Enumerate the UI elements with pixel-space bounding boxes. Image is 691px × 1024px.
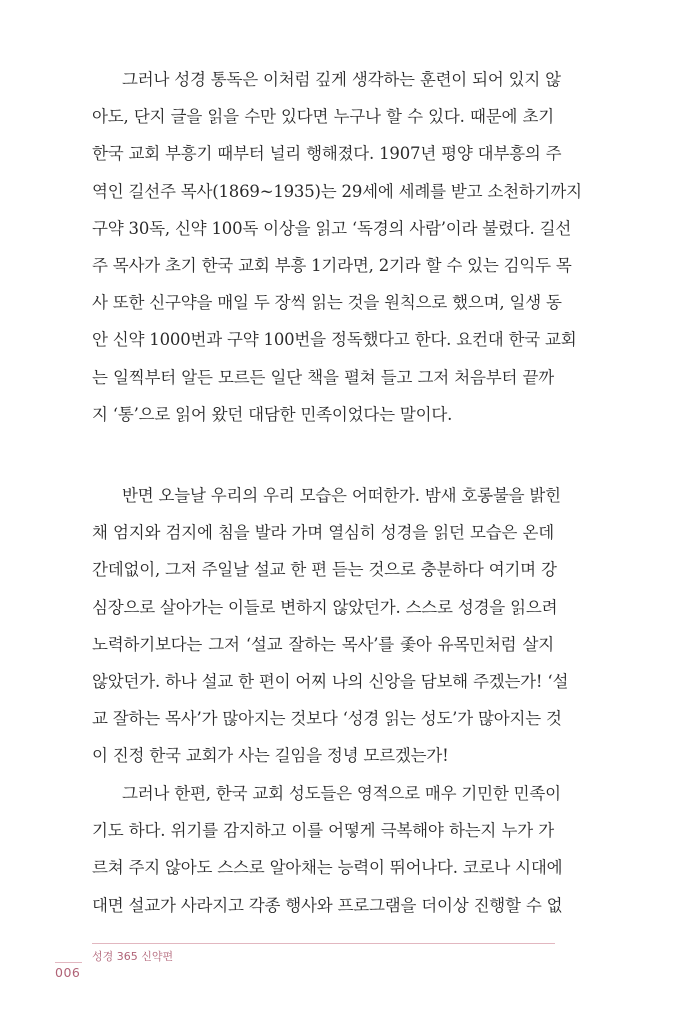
text-line: 한국 교회 부흥기 때부터 널리 행해졌다. 1907년 평양 대부흥의 주 [92,144,562,164]
text-line: 그러나 한편, 한국 교회 성도들은 영적으로 매우 기민한 민족이 [122,784,561,803]
text-line: 그러나 성경 통독은 이처럼 깊게 생각하는 훈련이 되어 있지 않 [122,70,561,89]
text-line: 반면 오늘날 우리의 우리 모습은 어떠한가. 밤새 호롱불을 밝힌 [122,486,561,505]
page-number: 006 [55,965,81,980]
text-line: 않았던가. 하나 설교 한 편이 어찌 나의 신앙을 담보해 주겠는가! ‘설 [92,672,569,691]
text-line: 간데없이, 그저 주일날 설교 한 편 듣는 것으로 충분하다 여기며 강 [92,560,557,580]
text-line: 노력하기보다는 그저 ‘설교 잘하는 목사’를 좇아 유목민처럼 살지 [92,634,554,654]
text-line: 주 목사가 초기 한국 교회 부흥 1기라면, 2기라 할 수 있는 김익두 목 [92,256,572,275]
text-line: 는 일찍부터 알든 모르든 일단 책을 펼쳐 들고 그저 처음부터 끝까 [92,367,554,387]
text-line: 채 엄지와 검지에 침을 발라 가며 열심히 성경을 읽던 모습은 온데 [92,523,554,543]
running-footer-title: 성경 365 신약편 [92,950,174,963]
text-line: 이 진정 한국 교회가 사는 길임을 정녕 모르겠는가! [92,746,449,766]
text-line: 지 ‘통’으로 읽어 왔던 대담한 민족이었다는 말이다. [92,404,453,424]
text-line: 안 신약 1000번과 구약 100번을 정독했다고 한다. 요컨대 한국 교회 [92,330,577,350]
text-line: 대면 설교가 사라지고 각종 행사와 프로그램을 더이상 진행할 수 없 [92,895,563,915]
text-line: 르쳐 주지 않아도 스스로 알아채는 능력이 뛰어나다. 코로나 시대에 [92,858,563,878]
text-line: 사 또한 신구약을 매일 두 장씩 읽는 것을 원칙으로 했으며, 일생 동 [92,293,562,313]
text-line: 구약 30독, 신약 100독 이상을 읽고 ‘독경의 사람’이라 불렸다. 길선 [92,218,572,238]
text-line: 아도, 단지 글을 읽을 수만 있다면 누구나 할 수 있다. 때문에 초기 [92,107,554,127]
page-number-rule [55,962,82,963]
text-line: 기도 하다. 위기를 감지하고 이를 어떻게 극복해야 하는지 누가 가 [92,821,554,841]
footer-rule [92,943,555,944]
text-line: 심장으로 살아가는 이들로 변하지 않았던가. 스스로 성경을 읽으려 [92,597,558,617]
text-line: 역인 길선주 목사(1869~1935)는 29세에 세례를 받고 소천하기까지 [92,181,582,201]
text-line: 교 잘하는 목사’가 많아지는 것보다 ‘성경 읽는 성도’가 많아지는 것 [92,709,562,729]
